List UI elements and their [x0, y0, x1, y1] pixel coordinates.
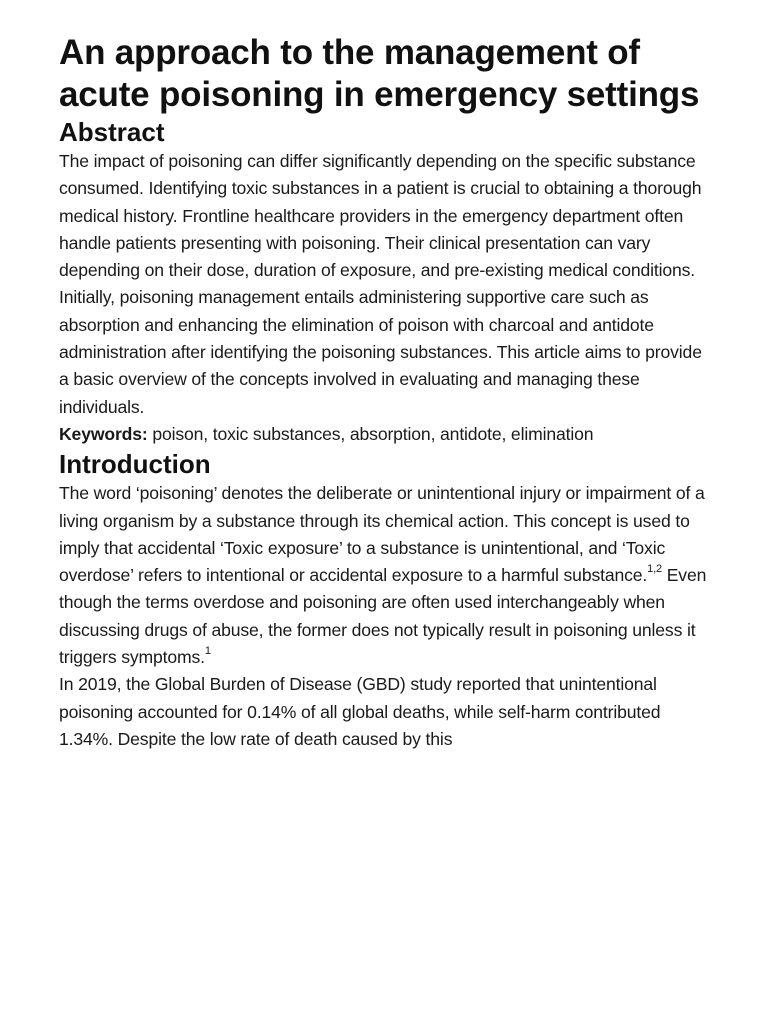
intro-text-part-1: The word ‘poisoning’ denotes the deliberate or unintentional injury or impairment of a living organism by a substance through its chemical action. This concept is used to imply that accidental ‘Toxic exposure’ to a substance is unintentional, and ‘Toxic overdose’ refers to intentional or accidental exposure to a harmful substance. — [59, 483, 705, 586]
keywords-line — [59, 421, 710, 448]
abstract-paragraph: The impact of poisoning can differ significantly depending on the specific substance consumed. Identifying toxic substances in a patient is crucial to obtaining a thorough medical history. Frontline healthcare providers in the emergency department often handle patients presenting with poisoning. Their clinical presentation can vary depending on their dose, duration of exposure, and pre-existing medical conditions. Initially, poisoning management entails administering supportive care such as absorption and enhancing the elimination of poison with charcoal and antidote administration after identifying the poisoning substances. This article aims to provide a basic overview of the concepts involved in evaluating and managing these individuals. — [59, 151, 702, 417]
introduction-paragraph-2: In 2019, the Global Burden of Disease (GBD) study reported that unintentional poisoning accounted for 0.14% of all global deaths, while self-harm contributed 1.34%. Despite the low rate of death caused by this — [59, 674, 661, 749]
citation-ref-1[interactable]: 1 — [204, 645, 211, 658]
abstract-heading: Abstract — [59, 117, 165, 147]
citation-ref-1-2[interactable]: 1,2 — [647, 563, 662, 576]
keywords-list: poison, toxic substances, absorption, antidote, elimination — [147, 423, 594, 444]
article-title: An approach to the management of acute poisoning in emergency settings — [59, 33, 700, 114]
introduction-heading: Introduction — [59, 449, 211, 480]
intro-text-part-2: Even though the terms overdose and poisoning are often used interchangeably when discussing drugs of abuse, the former does not typically result in poisoning unless it triggers symptoms. — [59, 565, 707, 668]
keywords-label: Keywords: — [59, 423, 148, 444]
introduction-paragraph-1 — [59, 480, 710, 671]
